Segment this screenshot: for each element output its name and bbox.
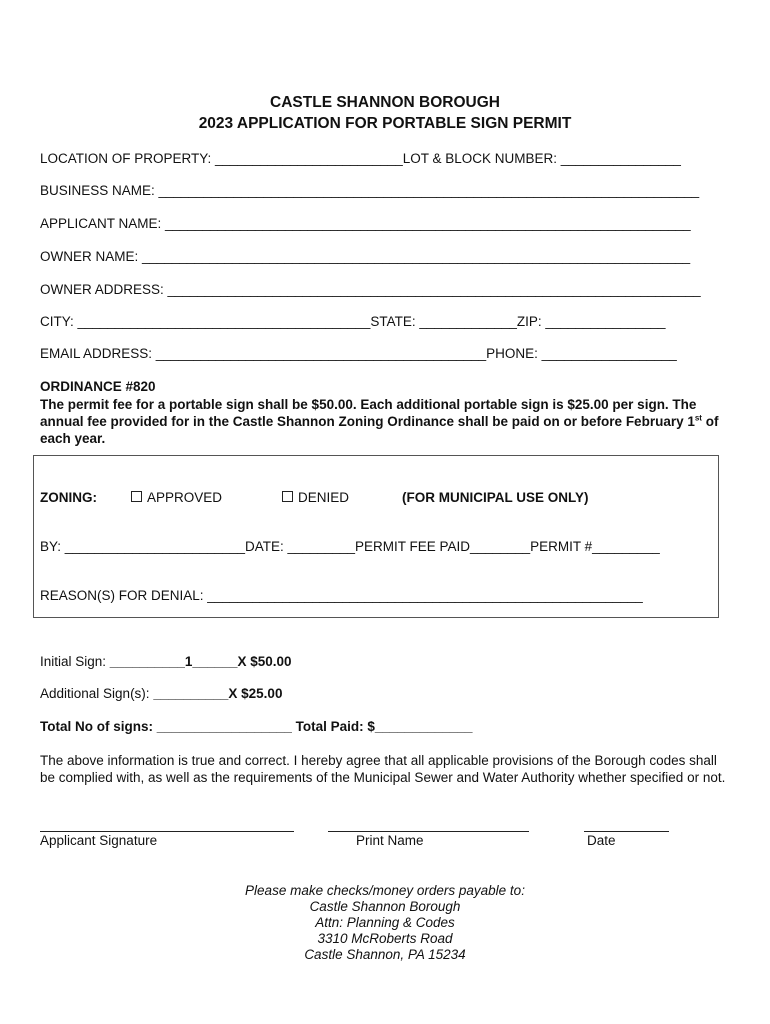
initial-sign-row: Initial Sign: __________1______X $50.00 xyxy=(40,654,292,669)
applicant-signature-label: Applicant Signature xyxy=(40,833,158,848)
by-date-fee-permit-line[interactable]: BY: ________________________DATE: _________PERMIT FEE PAID________PERMIT #_________ xyxy=(40,539,660,554)
owner-address-field[interactable]: OWNER ADDRESS: _______________________________________________________________________ xyxy=(40,282,701,297)
applicant-signature-line[interactable] xyxy=(40,831,294,832)
initial-sign-count: 1 xyxy=(184,654,193,669)
additional-sign-row[interactable]: Additional Sign(s): __________X $25.00 xyxy=(40,686,283,701)
denied-checkbox[interactable] xyxy=(282,491,293,502)
ordinance-heading: ORDINANCE #820 xyxy=(40,379,156,394)
applicant-name-field[interactable]: APPLICANT NAME: ______________________________________________________________________ xyxy=(40,216,691,231)
form-title-line2: 2023 APPLICATION FOR PORTABLE SIGN PERMIT xyxy=(198,115,572,132)
form-title-line1: CASTLE SHANNON BOROUGH xyxy=(270,94,500,111)
print-name-label: Print Name xyxy=(356,833,424,848)
date-label: Date xyxy=(587,833,616,848)
denied-option[interactable]: DENIED xyxy=(282,490,349,506)
municipal-use-note: (FOR MUNICIPAL USE ONLY) xyxy=(402,490,589,505)
email-phone-field[interactable]: EMAIL ADDRESS: ____________________________________________PHONE: __________________ xyxy=(40,346,677,361)
business-name-field[interactable]: BUSINESS NAME: ________________________________________________________________________ xyxy=(40,183,700,198)
ordinance-text: The permit fee for a portable sign shall be $50.00. Each additional portable sign is $25.00 per sign. The annual fee provided for in the Castle Shannon Zoning Ordinance shall be paid on or before February 1st of each year. xyxy=(40,397,719,446)
denial-reasons-line[interactable]: REASON(S) FOR DENIAL: __________________________________________________________ xyxy=(40,588,643,603)
approved-checkbox[interactable] xyxy=(131,491,142,502)
totals-row[interactable]: Total No of signs: __________________ Total Paid: $_____________ xyxy=(40,719,473,734)
approved-option[interactable]: APPROVED xyxy=(131,490,222,506)
location-field[interactable]: LOCATION OF PROPERTY: _________________________LOT & BLOCK NUMBER: ________________ xyxy=(40,151,681,166)
agreement-statement: The above information is true and correct. I hereby agree that all applicable provisions of the Borough codes shall be complied with, as well as the requirements of the Municipal Sewer and Water Authority whether specified or not. xyxy=(40,753,726,785)
payment-instruction: Please make checks/money orders payable to: xyxy=(245,883,525,898)
city-state-zip-field[interactable]: CITY: _______________________________________STATE: _____________ZIP: ________________ xyxy=(40,314,666,329)
payee-city: Castle Shannon, PA 15234 xyxy=(304,947,466,962)
date-line[interactable] xyxy=(584,831,669,832)
print-name-line[interactable] xyxy=(328,831,529,832)
payee-attention: Attn: Planning & Codes xyxy=(315,915,455,930)
owner-name-field[interactable]: OWNER NAME: _________________________________________________________________________ xyxy=(40,249,691,264)
zoning-label: ZONING: xyxy=(40,490,97,505)
payee-street: 3310 McRoberts Road xyxy=(317,931,453,946)
payee-name: Castle Shannon Borough xyxy=(309,899,461,914)
